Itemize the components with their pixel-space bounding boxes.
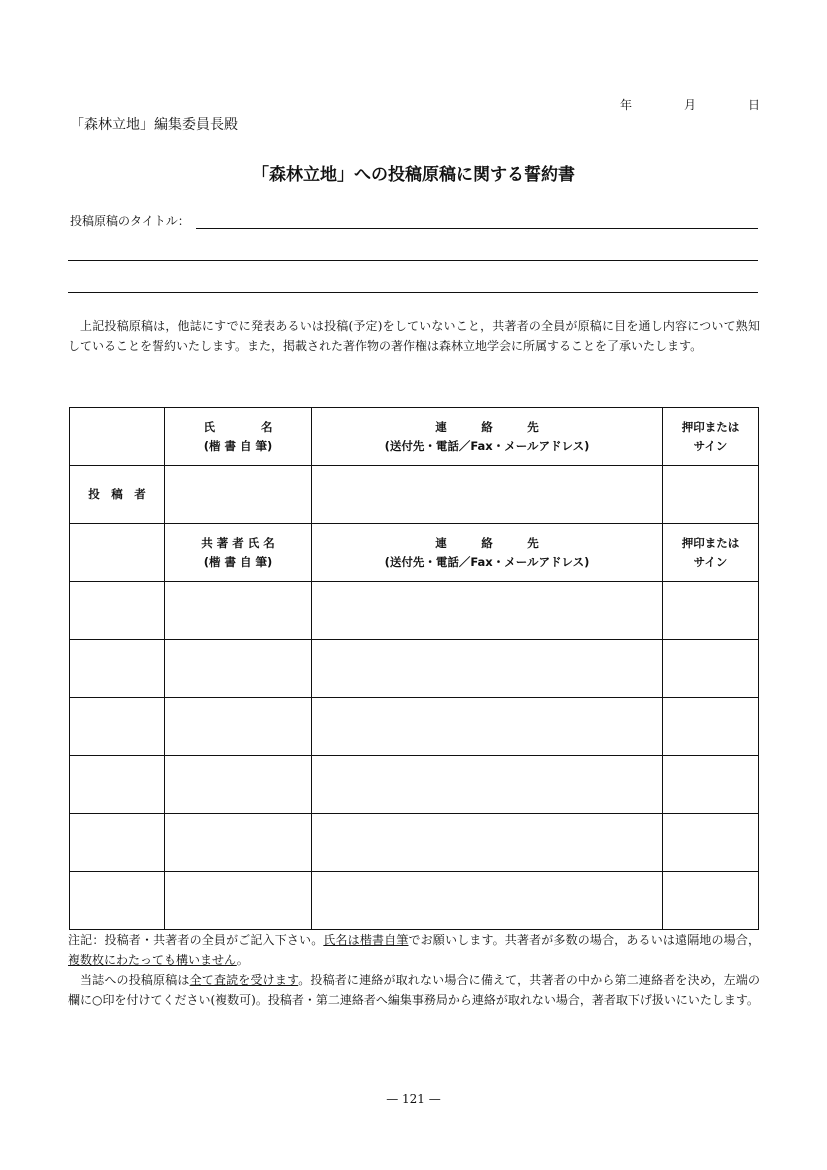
coauthor-mark-cell[interactable]: [70, 872, 165, 930]
note-text: 当誌への投稿原稿は: [80, 973, 190, 987]
coauthor-row: [70, 698, 759, 756]
coauthor-row: [70, 872, 759, 930]
coauthor-row: [70, 814, 759, 872]
note-paragraph-2: [68, 970, 760, 1010]
page-number: — 121 —: [386, 1092, 441, 1106]
seal-header-sub: サイン: [693, 438, 728, 453]
coauthor-seal-header-sub: サイン: [693, 554, 728, 569]
table-corner-cell: [70, 408, 165, 466]
coauthor-header-row: [70, 524, 759, 582]
coauthor-row: [70, 756, 759, 814]
coauthor-seal-header-label: 押印または: [681, 535, 740, 550]
pledge-text: 上記投稿原稿は，他誌にすでに発表あるいは投稿(予定)をしていないこと，共著者の全員が原稿に目を通し内容について熟知していることを誓約いたします。また，掲載された著作物の著作権は森林立地学会に所属することを了承いたします。: [68, 319, 760, 353]
coauthor-seal-cell[interactable]: [663, 872, 759, 930]
coauthor-contact-cell[interactable]: [312, 814, 663, 872]
name-header-sub: (楷 書 自 筆): [203, 438, 273, 453]
manuscript-title-line-1[interactable]: [196, 228, 758, 229]
coauthor-row: [70, 582, 759, 640]
date-year: 年: [620, 98, 633, 112]
manuscript-title-label: 投稿原稿のタイトル：: [70, 214, 190, 228]
note-text: 。: [236, 953, 249, 967]
note-paragraph-1: [68, 930, 760, 970]
note-underlined: 氏名は楷書自筆: [323, 933, 409, 947]
coauthor-name-cell[interactable]: [165, 640, 312, 698]
note-text: 注記：投稿者・共著者の全員がご記入下さい。: [68, 933, 324, 947]
contact-header: [312, 408, 663, 466]
coauthor-seal-header: [663, 524, 759, 582]
seal-header: [663, 408, 759, 466]
addressee: 「森林立地」編集委員長殿: [70, 117, 238, 133]
coauthor-mark-cell[interactable]: [70, 640, 165, 698]
coauthor-contact-cell[interactable]: [312, 582, 663, 640]
coauthor-contact-header: [312, 524, 663, 582]
date-month: 月: [683, 98, 696, 112]
name-header: [165, 408, 312, 466]
coauthor-row: [70, 640, 759, 698]
coauthor-seal-cell[interactable]: [663, 814, 759, 872]
coauthor-mark-cell[interactable]: [70, 756, 165, 814]
note-underlined: 全て査読を受けます: [189, 973, 299, 987]
note-text: でお願いします。共著者が多数の場合，あるいは遠隔地の場合，: [408, 933, 760, 947]
submitter-name-cell[interactable]: [165, 466, 312, 524]
coauthor-name-header-label: 共 著 者 氏 名: [201, 535, 275, 550]
coauthor-contact-cell[interactable]: [312, 756, 663, 814]
coauthor-contact-header-sub: (送付先・電話／Fax・メールアドレス): [384, 554, 590, 569]
date-day: 日: [747, 98, 760, 112]
note-text: 。投稿者に連絡が取れない場合に備えて，共著者の中から第二連絡者を決め，左端の欄に○印を付けてください(複数可)。投稿者・第二連絡者へ編集事務局から連絡が取れない場合，著者取下げ扱いにいたします。: [68, 973, 760, 1007]
coauthor-name-cell[interactable]: [165, 698, 312, 756]
note: [68, 930, 760, 1010]
contact-header-label: 連 絡 先: [435, 419, 539, 434]
note-underlined: 複数枚にわたっても構いません: [68, 953, 237, 967]
date-line: [620, 96, 760, 113]
coauthor-seal-cell[interactable]: [663, 756, 759, 814]
name-header-label: 氏 名: [203, 419, 273, 434]
coauthor-name-header: [165, 524, 312, 582]
coauthor-mark-cell[interactable]: [70, 698, 165, 756]
coauthor-corner-cell: [70, 524, 165, 582]
coauthor-seal-cell[interactable]: [663, 698, 759, 756]
coauthor-seal-cell[interactable]: [663, 582, 759, 640]
coauthor-mark-cell[interactable]: [70, 582, 165, 640]
table-header-row: [70, 408, 759, 466]
submitter-row: [70, 466, 759, 524]
coauthor-contact-cell[interactable]: [312, 698, 663, 756]
coauthor-name-header-sub: (楷 書 自 筆): [203, 554, 273, 569]
contact-header-sub: (送付先・電話／Fax・メールアドレス): [384, 438, 590, 453]
coauthor-name-cell[interactable]: [165, 756, 312, 814]
coauthor-seal-cell[interactable]: [663, 640, 759, 698]
signature-table: [69, 407, 759, 930]
coauthor-mark-cell[interactable]: [70, 814, 165, 872]
coauthor-contact-cell[interactable]: [312, 872, 663, 930]
coauthor-contact-cell[interactable]: [312, 640, 663, 698]
seal-header-label: 押印または: [681, 419, 740, 434]
coauthor-name-cell[interactable]: [165, 582, 312, 640]
coauthor-name-cell[interactable]: [165, 872, 312, 930]
submitter-label: 投 稿 者: [70, 466, 165, 524]
submitter-contact-cell[interactable]: [312, 466, 663, 524]
manuscript-title-line-2[interactable]: [68, 260, 758, 261]
coauthor-name-cell[interactable]: [165, 814, 312, 872]
coauthor-contact-header-label: 連 絡 先: [435, 535, 539, 550]
manuscript-title-line-3[interactable]: [68, 292, 758, 293]
submitter-seal-cell[interactable]: [663, 466, 759, 524]
document-title: 「森林立地」への投稿原稿に関する誓約書: [252, 165, 575, 185]
